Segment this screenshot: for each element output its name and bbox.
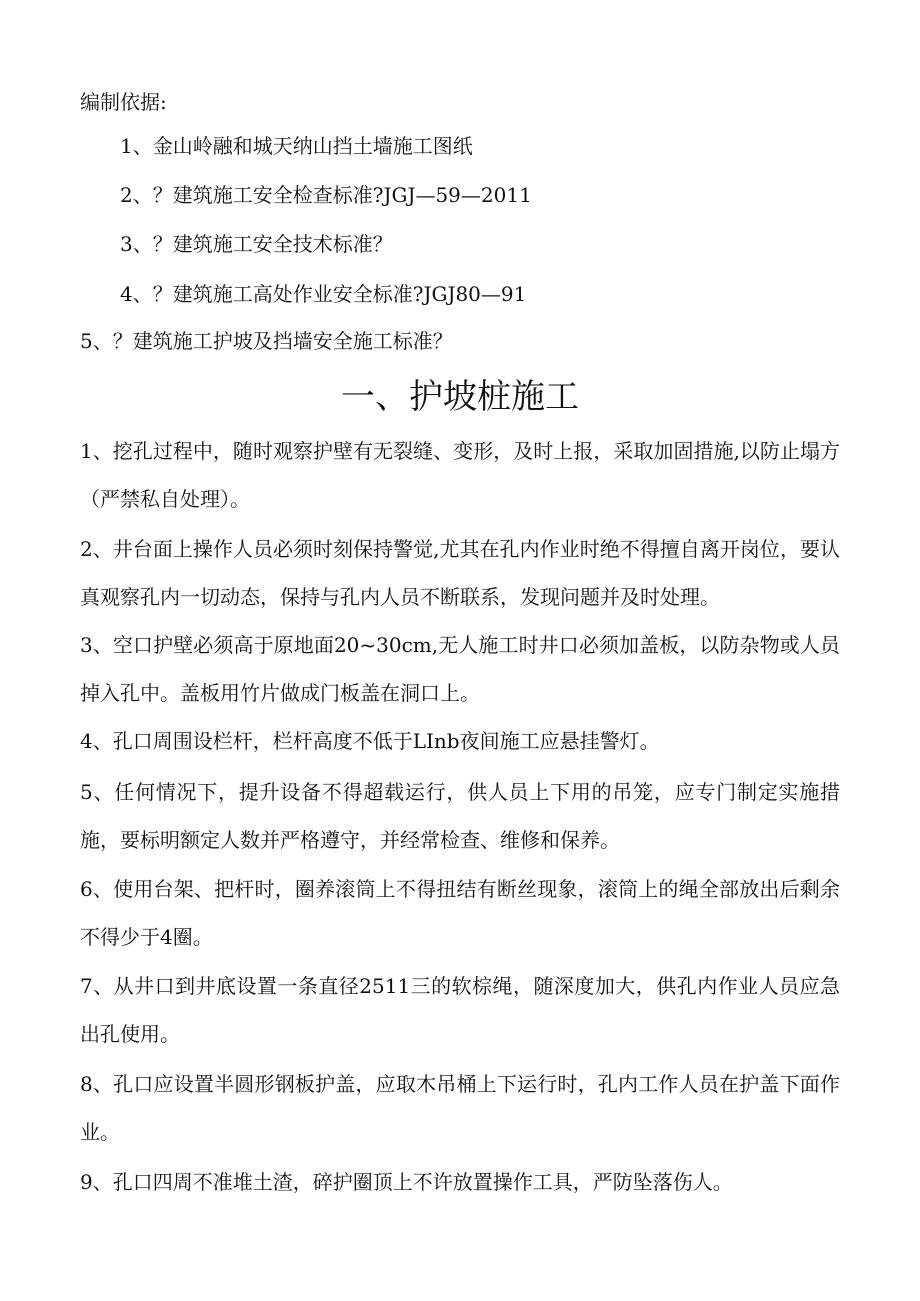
paragraph-1: 1、挖孔过程中，随时观察护壁有无裂缝、变形，及时上报，采取加固措施,以防止塌方（严禁私自处理）。 bbox=[80, 439, 840, 511]
basis-item-5: 5、？建筑施工护坡及挡墙安全施工标准？ bbox=[80, 329, 453, 353]
paragraph-8: 8、孔口应设置半圆形钢板护盖，应取木吊桶上下运行时，孔内工作人员在护盖下面作业。 bbox=[80, 1072, 840, 1144]
paragraph-5: 5、任何情况下，提升设备不得超载运行，供人员上下用的吊笼，应专门制定实施措施，要标明额定人数并严格遵守，并经常检查、维修和保养。 bbox=[80, 780, 840, 852]
section-title: 一、护坡桩施工 bbox=[341, 377, 579, 417]
basis-item-1: 1、金山岭融和城天纳山挡土墙施工图纸 bbox=[120, 134, 473, 158]
basis-item-2: 2、？建筑施工安全检查标准?JGJ—59—2011 bbox=[120, 183, 532, 207]
paragraph-7: 7、从井口到井底设置一条直径2511三的软棕绳，随深度加大，供孔内作业人员应急出孔使用。 bbox=[80, 974, 840, 1046]
paragraph-3: 3、空口护壁必须高于原地面20~30cm,无人施工时井口必须加盖板，以防杂物或人员掉入孔中。盖板用竹片做成门板盖在洞口上。 bbox=[80, 633, 840, 705]
paragraph-6: 6、使用台架、把杆时，圈养滚筒上不得扭结有断丝现象，滚筒上的绳全部放出后剩余不得少于4圈。 bbox=[80, 877, 840, 949]
paragraph-9: 9、孔口四周不准堆土渣，碎护圈顶上不许放置操作工具，严防坠落伤人。 bbox=[80, 1170, 733, 1194]
paragraph-2: 2、井台面上操作人员必须时刻保持警觉,尤其在孔内作业时绝不得擅自离开岗位，要认真观察孔内一切动态，保持与孔内人员不断联系，发现问题并及时处理。 bbox=[80, 537, 840, 609]
basis-item-3: 3、？建筑施工安全技术标准？ bbox=[120, 232, 393, 256]
basis-heading: 编制依据: bbox=[80, 90, 167, 114]
basis-item-4: 4、？建筑施工高处作业安全标准?JGJ80—91 bbox=[120, 282, 527, 306]
paragraph-4: 4、孔口周围设栏杆，栏杆高度不低于LInb夜间施工应悬挂警灯。 bbox=[80, 729, 660, 753]
